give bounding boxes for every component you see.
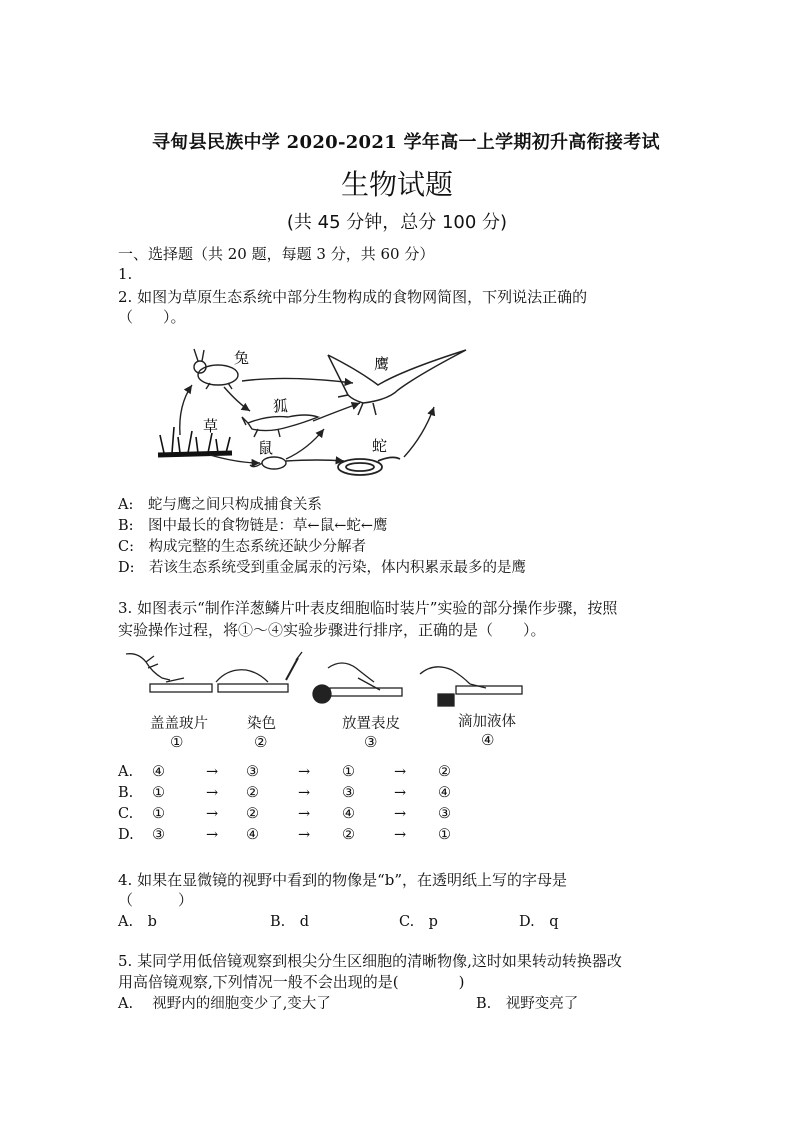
q4-option-d: D. q xyxy=(519,914,559,930)
step3-drawing xyxy=(313,663,402,703)
label-mouse: 鼠 xyxy=(258,439,274,457)
step1-caption: 盖盖玻片 xyxy=(150,716,208,732)
step2-caption: 染色 xyxy=(247,716,276,732)
fox-figure xyxy=(242,415,318,437)
food-web-figure xyxy=(148,345,478,485)
q5-stem-line1: 5. 某同学用低倍镜观察到根尖分生区细胞的清晰物像,这时如果转动转换器改 xyxy=(118,952,622,970)
q3-stem-line2: 实验操作过程，将①～④实验步骤进行排序，正确的是（ ）。 xyxy=(118,621,546,639)
q2-option-a: A: 蛇与鹰之间只构成捕食关系 xyxy=(118,497,322,513)
question-1-number: 1. xyxy=(118,265,133,283)
q4-stem-line2: （ ） xyxy=(118,891,194,909)
subject-title: 生物试题 xyxy=(340,168,453,201)
step1-drawing xyxy=(126,654,212,692)
q4-option-c: C. p xyxy=(399,914,438,930)
step3-number: ③ xyxy=(364,733,378,751)
q4-option-b: B. d xyxy=(270,914,310,930)
label-snake: 蛇 xyxy=(372,437,388,455)
q4-stem-line1: 4. 如果在显微镜的视野中看到的物像是“b”，在透明纸上写的字母是 xyxy=(118,871,568,889)
step4-number: ④ xyxy=(481,731,495,749)
label-eagle: 鹰 xyxy=(374,355,390,373)
label-fox: 狐 xyxy=(273,397,289,415)
q2-option-c: C: 构成完整的生态系统还缺少分解者 xyxy=(118,539,366,555)
label-rabbit: 兔 xyxy=(234,349,250,367)
q2-option-b: B: 图中最长的食物链是：草←鼠←蛇←鹰 xyxy=(118,518,388,534)
q5-stem-line2: 用高倍镜观察,下列情况一般不会出现的是( ) xyxy=(118,973,465,991)
q2-option-d: D: 若该生态系统受到重金属汞的污染，体内积累汞最多的是鹰 xyxy=(118,560,527,576)
q4-option-a: A. b xyxy=(118,914,157,930)
step4-caption: 滴加液体 xyxy=(458,714,516,730)
rabbit-figure xyxy=(194,349,238,389)
q5-option-a: A. 视野内的细胞变少了,变大了 xyxy=(118,996,331,1012)
grass-figure xyxy=(158,427,232,455)
q3-stem-line1: 3. 如图表示“制作洋葱鳞片叶表皮细胞临时装片”实验的部分操作步骤，按照 xyxy=(118,599,618,617)
step1-number: ① xyxy=(170,733,184,751)
exam-title: 寻甸县民族中学 2020-2021 学年高一上学期初升高衔接考试 xyxy=(152,132,660,153)
label-grass: 草 xyxy=(203,417,219,435)
step3-caption: 放置表皮 xyxy=(342,716,400,732)
slide-steps-figure xyxy=(118,648,528,708)
section-heading: 一、选择题（共 20 题，每题 3 分，共 60 分） xyxy=(118,245,435,263)
step2-drawing xyxy=(216,652,302,692)
q5-option-b: B. 视野变亮了 xyxy=(476,996,579,1012)
step4-drawing xyxy=(420,667,522,706)
q2-stem-line1: 2. 如图为草原生态系统中部分生物构成的食物网简图，下列说法正确的 xyxy=(118,288,588,306)
step2-number: ② xyxy=(254,733,268,751)
q2-stem-line2: （ ）。 xyxy=(118,308,186,326)
snake-figure xyxy=(338,457,400,475)
exam-note: (共 45 分钟，总分 100 分) xyxy=(286,212,508,233)
